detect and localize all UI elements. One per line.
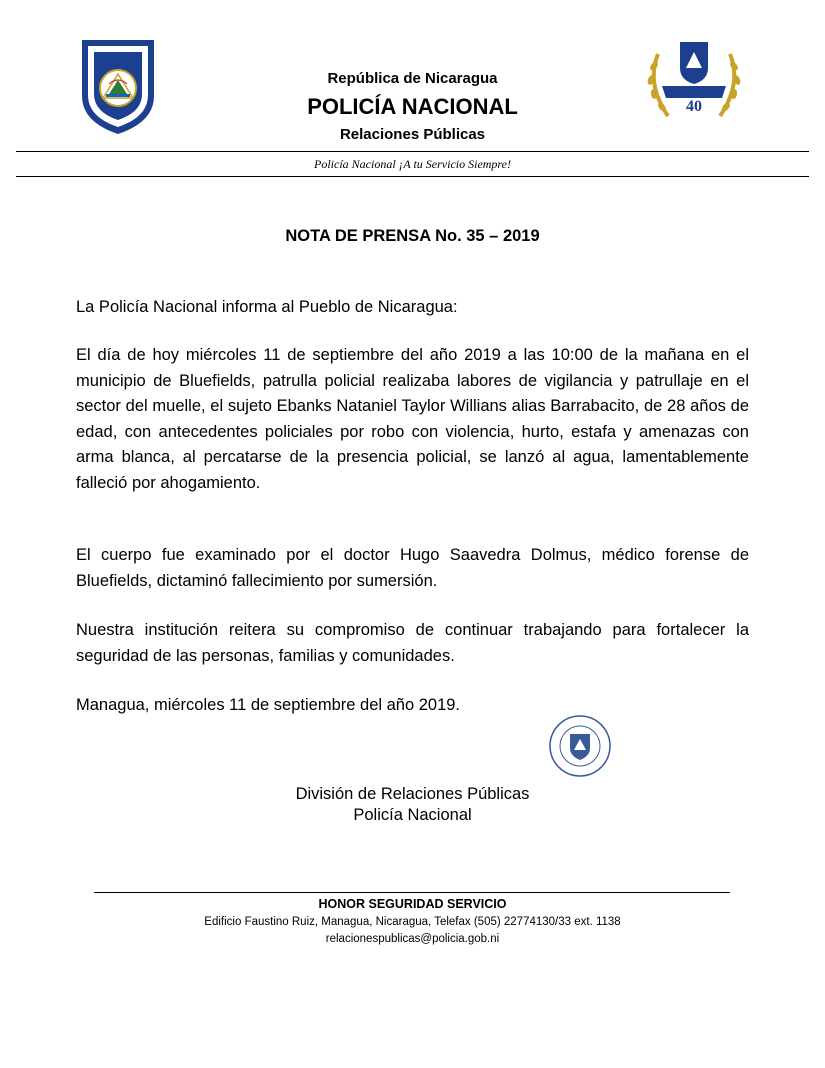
body-paragraph-1: El día de hoy miércoles 11 de septiembre del año 2019 a las 10:00 de la mañana en el municipio de Bluefields, patrulla policial realizaba labores de vigilancia y patrullaje en el sector del muelle, el sujeto Ebanks Nataniel Taylor Willians alias Barrabacito, de 28 años de edad, con antecedentes policiales por robo con violencia, hurto, estafa y amenazas con arma blanca, al percatarse de la presencia policial, se lanzó al agua, lamentablemente falleció por ahogamiento. xyxy=(76,346,749,492)
footer-slogan: HONOR SEGURIDAD SERVICIO xyxy=(318,897,507,911)
header-rule-top xyxy=(16,151,809,152)
footer-rule xyxy=(94,892,730,893)
signature-division: División de Relaciones Públicas xyxy=(295,785,530,803)
svg-text:40: 40 xyxy=(686,98,702,115)
intro-paragraph: La Policía Nacional informa al Pueblo de Nicaragua: xyxy=(76,298,458,316)
body-paragraph-3: Nuestra institución reitera su compromiso de continuar trabajando para fortalecer la seguridad de las personas, familias y comunidades. xyxy=(76,621,749,665)
jefatura-seal-icon xyxy=(548,714,612,778)
republic-heading: República de Nicaragua xyxy=(327,70,498,87)
header-rule-bottom xyxy=(16,176,809,177)
press-note-title: NOTA DE PRENSA No. 35 – 2019 xyxy=(285,227,540,245)
police-shield-icon xyxy=(76,34,160,138)
footer-email: relacionespublicas@policia.gob.ni xyxy=(325,933,500,945)
department-heading: Relaciones Públicas xyxy=(339,126,486,143)
anniversary-40-laurel-icon xyxy=(638,34,750,134)
institution-heading: POLICÍA NACIONAL xyxy=(307,94,518,119)
footer-address: Edificio Faustino Ruiz, Managua, Nicaragua, Telefax (505) 22774130/33 ext. 1138 xyxy=(204,916,621,928)
date-line: Managua, miércoles 11 de septiembre del año 2019. xyxy=(76,696,461,714)
signature-institution: Policía Nacional xyxy=(353,806,472,824)
body-paragraph-2: El cuerpo fue examinado por el doctor Hugo Saavedra Dolmus, médico forense de Bluefields, dictaminó fallecimiento por sumersión. xyxy=(76,546,749,590)
motto: Policía Nacional ¡A tu Servicio Siempre! xyxy=(314,157,511,171)
